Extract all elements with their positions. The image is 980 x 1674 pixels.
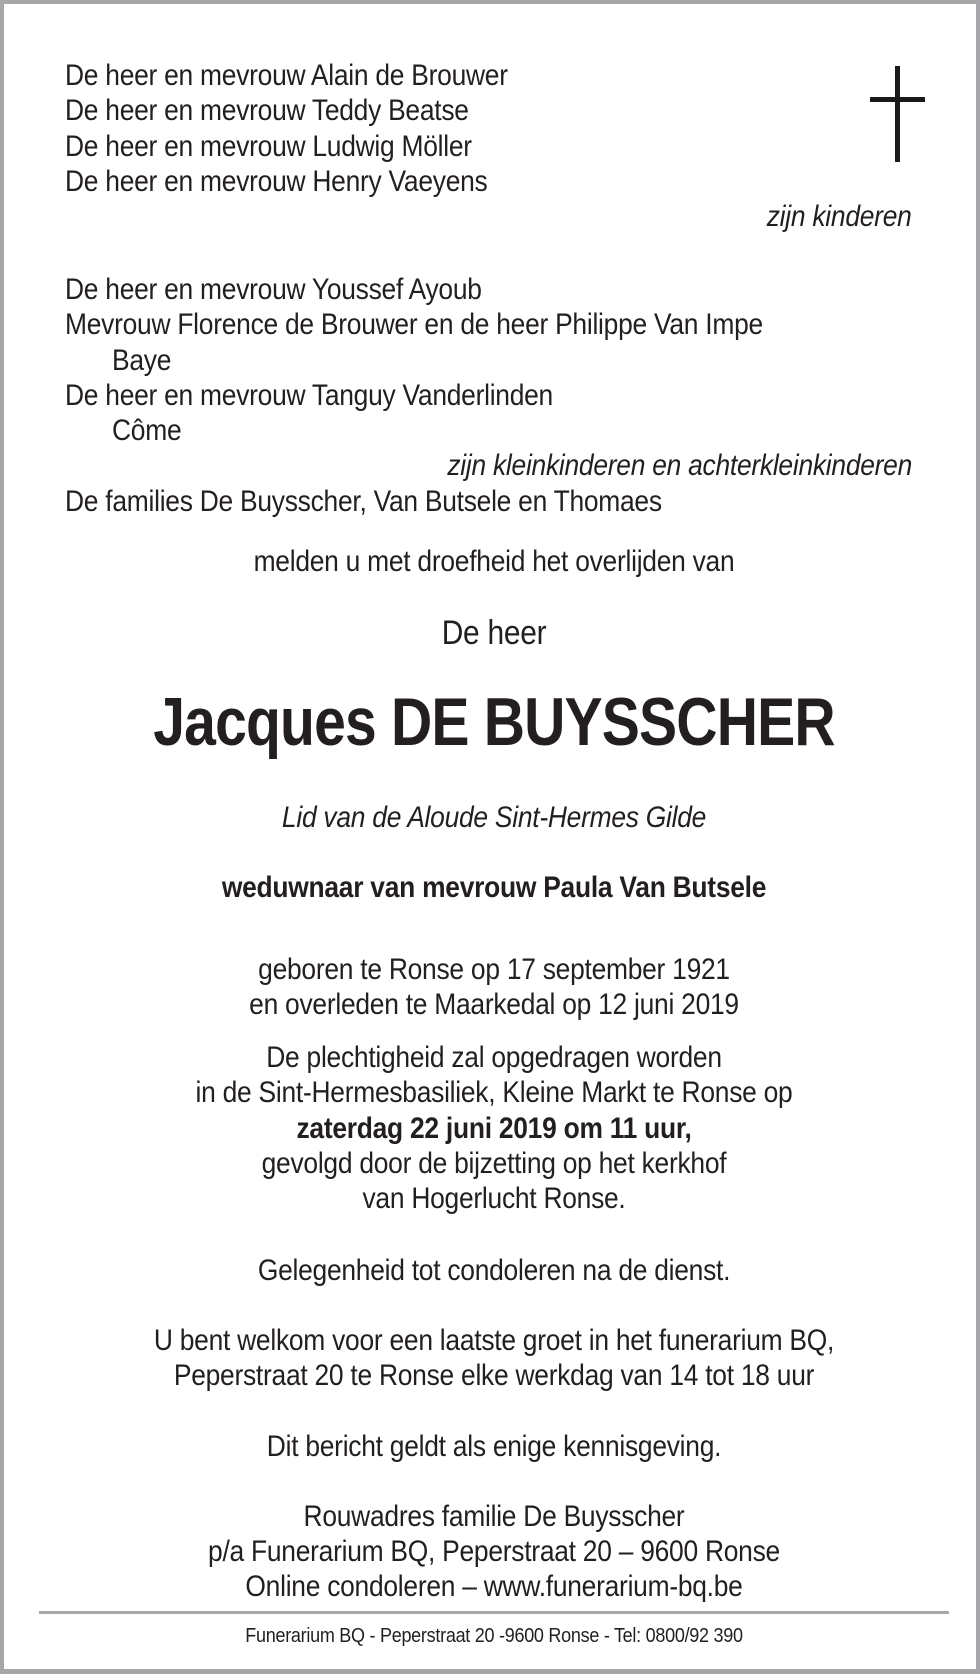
grandchild-line: Mevrouw Florence de Brouwer en de heer Philippe Van Impe <box>65 308 763 341</box>
mourning-address-line: Rouwadres familie De Buysscher <box>303 1500 685 1533</box>
mourning-address-line: p/a Funerarium BQ, Peperstraat 20 – 9600 Ronse <box>208 1535 780 1568</box>
children-label: zijn kinderen <box>767 200 912 233</box>
cross-horizontal-bar <box>870 97 925 102</box>
child-line: De heer en mevrouw Alain de Brouwer <box>65 59 508 92</box>
grandchild-line-indented: Côme <box>112 414 182 447</box>
grandchild-line: De heer en mevrouw Youssef Ayoub <box>65 273 482 306</box>
burial-line: gevolgd door de bijzetting op het kerkhof <box>261 1147 727 1180</box>
child-line: De heer en mevrouw Ludwig Möller <box>65 130 472 163</box>
title-text: De heer <box>441 614 547 652</box>
notice-statement: Dit bericht geldt als enige kennisgeving. <box>266 1430 722 1463</box>
online-condolences-link[interactable]: Online condoleren – www.funerarium-bq.be <box>245 1570 743 1603</box>
families-line: De families De Buysscher, Van Butsele en Thomaes <box>65 485 662 518</box>
ceremony-line: De plechtigheid zal opgedragen worden <box>266 1041 722 1074</box>
ceremony-datetime: zaterdag 22 juni 2019 om 11 uur, <box>296 1112 692 1145</box>
ceremony-line: in de Sint-Hermesbasiliek, Kleine Markt te Ronse op <box>195 1076 793 1109</box>
cross-icon <box>870 66 925 162</box>
visitation-line: Peperstraat 20 te Ronse elke werkdag van 14 tot 18 uur <box>173 1359 815 1392</box>
visitation-line: U bent welkom voor een laatste groet in het funerarium BQ, <box>153 1324 835 1357</box>
child-line: De heer en mevrouw Henry Vaeyens <box>65 165 488 198</box>
child-line: De heer en mevrouw Teddy Beatse <box>65 94 469 127</box>
burial-line: van Hogerlucht Ronse. <box>362 1182 626 1215</box>
birth-text: geboren te Ronse op 17 september 1921 <box>258 953 730 986</box>
condolences-text: Gelegenheid tot condoleren na de dienst. <box>257 1254 731 1287</box>
grandchild-line: De heer en mevrouw Tanguy Vanderlinden <box>65 379 553 412</box>
membership-text: Lid van de Aloude Sint-Hermes Gilde <box>281 801 707 834</box>
widower-text: weduwnaar van mevrouw Paula Van Butsele <box>221 871 767 904</box>
footer-divider <box>39 1611 949 1614</box>
grandchildren-label: zijn kleinkinderen en achterkleinkinderen <box>447 449 912 482</box>
announcement-text: melden u met droefheid het overlijden van <box>253 545 735 578</box>
cross-vertical-bar <box>895 66 900 162</box>
death-text: en overleden te Maarkedal op 12 juni 2019 <box>249 988 739 1021</box>
grandchild-line-indented: Baye <box>112 344 172 377</box>
footer-text: Funerarium BQ - Peperstraat 20 -9600 Ronse - Tel: 0800/92 390 <box>245 1625 743 1647</box>
deceased-name: Jacques DE BUYSSCHER <box>153 684 835 760</box>
